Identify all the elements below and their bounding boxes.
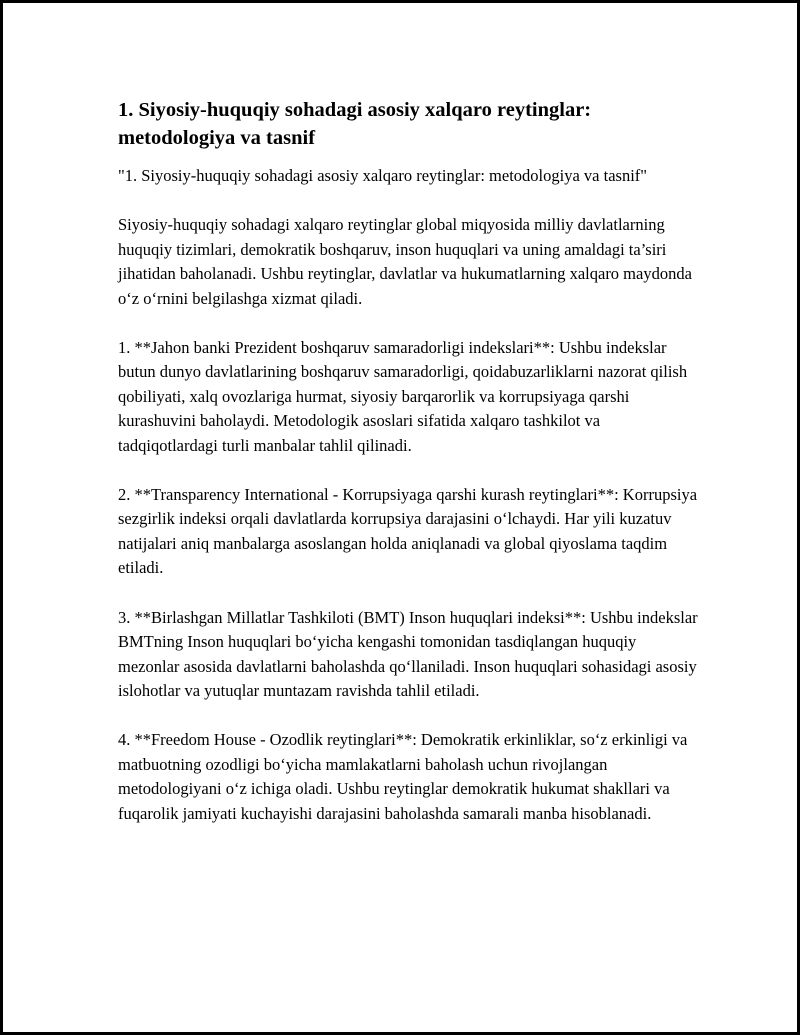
document-content [118,96,698,851]
intro-paragraph: Siyosiy-huquqiy sohadagi xalqaro reytinglar global miqyosida milliy davlatlarning huquqiy tizimlari, demokratik boshqaruv, inson huquqlari va uning amaldagi ta’siri jihatidan baholanadi. Ushbu reytinglar, davlatlar va hukumatlarning xalqaro maydonda o‘z o‘rnini belgilashga xizmat qiladi. [118,215,692,308]
quoted-title-paragraph: "1. Siyosiy-huquqiy sohadagi asosiy xalqaro reytinglar: metodologiya va tasnif" [118,166,648,185]
list-item-transparency-international: 2. **Transparency International - Korrupsiyaga qarshi kurash reytinglari**: Korrupsiya sezgirlik indeksi orqali davlatlarda korrupsiya darajasini o‘lchaydi. Har yili kuzatuv natijalari aniq manbalarga asoslangan holda aniqlanadi va global qiyoslama taqdim etiladi. [118,485,698,578]
list-item-freedom-house: 4. **Freedom House - Ozodlik reytinglari**: Demokratik erkinliklar, so‘z erkinligi va matbuotning ozodligi bo‘yicha mamlakatlarni baholash uchun rivojlangan metodologiyani o‘z ichiga oladi. Ushbu reytinglar demokratik hukumat shakllari va fuqarolik jamiyati kuchayishi darajasini baholashda samarali manba hisoblanadi. [118,730,688,823]
list-item-world-bank: 1. **Jahon banki Prezident boshqaruv samaradorligi indekslari**: Ushbu indekslar butun dunyo davlatlarining boshqaruv samaradorligi, qoidabuzarliklarni nazorat qilish qobiliyati, xalq ovozlariga hurmat, siyosiy barqarorlik va korrupsiyaga qarshi kurashuvini baholaydi. Metodologik asoslari sifatida xalqaro tashkilot va tadqiqotlardagi turli manbalar tahlil qilinadi. [118,338,688,455]
document-title: 1. Siyosiy-huquqiy sohadagi asosiy xalqaro reytinglar: metodologiya va tasnif [118,99,592,149]
list-item-un-human-rights: 3. **Birlashgan Millatlar Tashkiloti (BMT) Inson huquqlari indeksi**: Ushbu indekslar BMTning Inson huquqlari bo‘yicha kengashi tomonidan tasdiqlangan huquqiy mezonlar asosida davlatlarni baholashda qo‘llaniladi. Inson huquqlari sohasidagi asosiy islohotlar va yutuqlar muntazam ravishda tahlil etiladi. [118,607,698,700]
